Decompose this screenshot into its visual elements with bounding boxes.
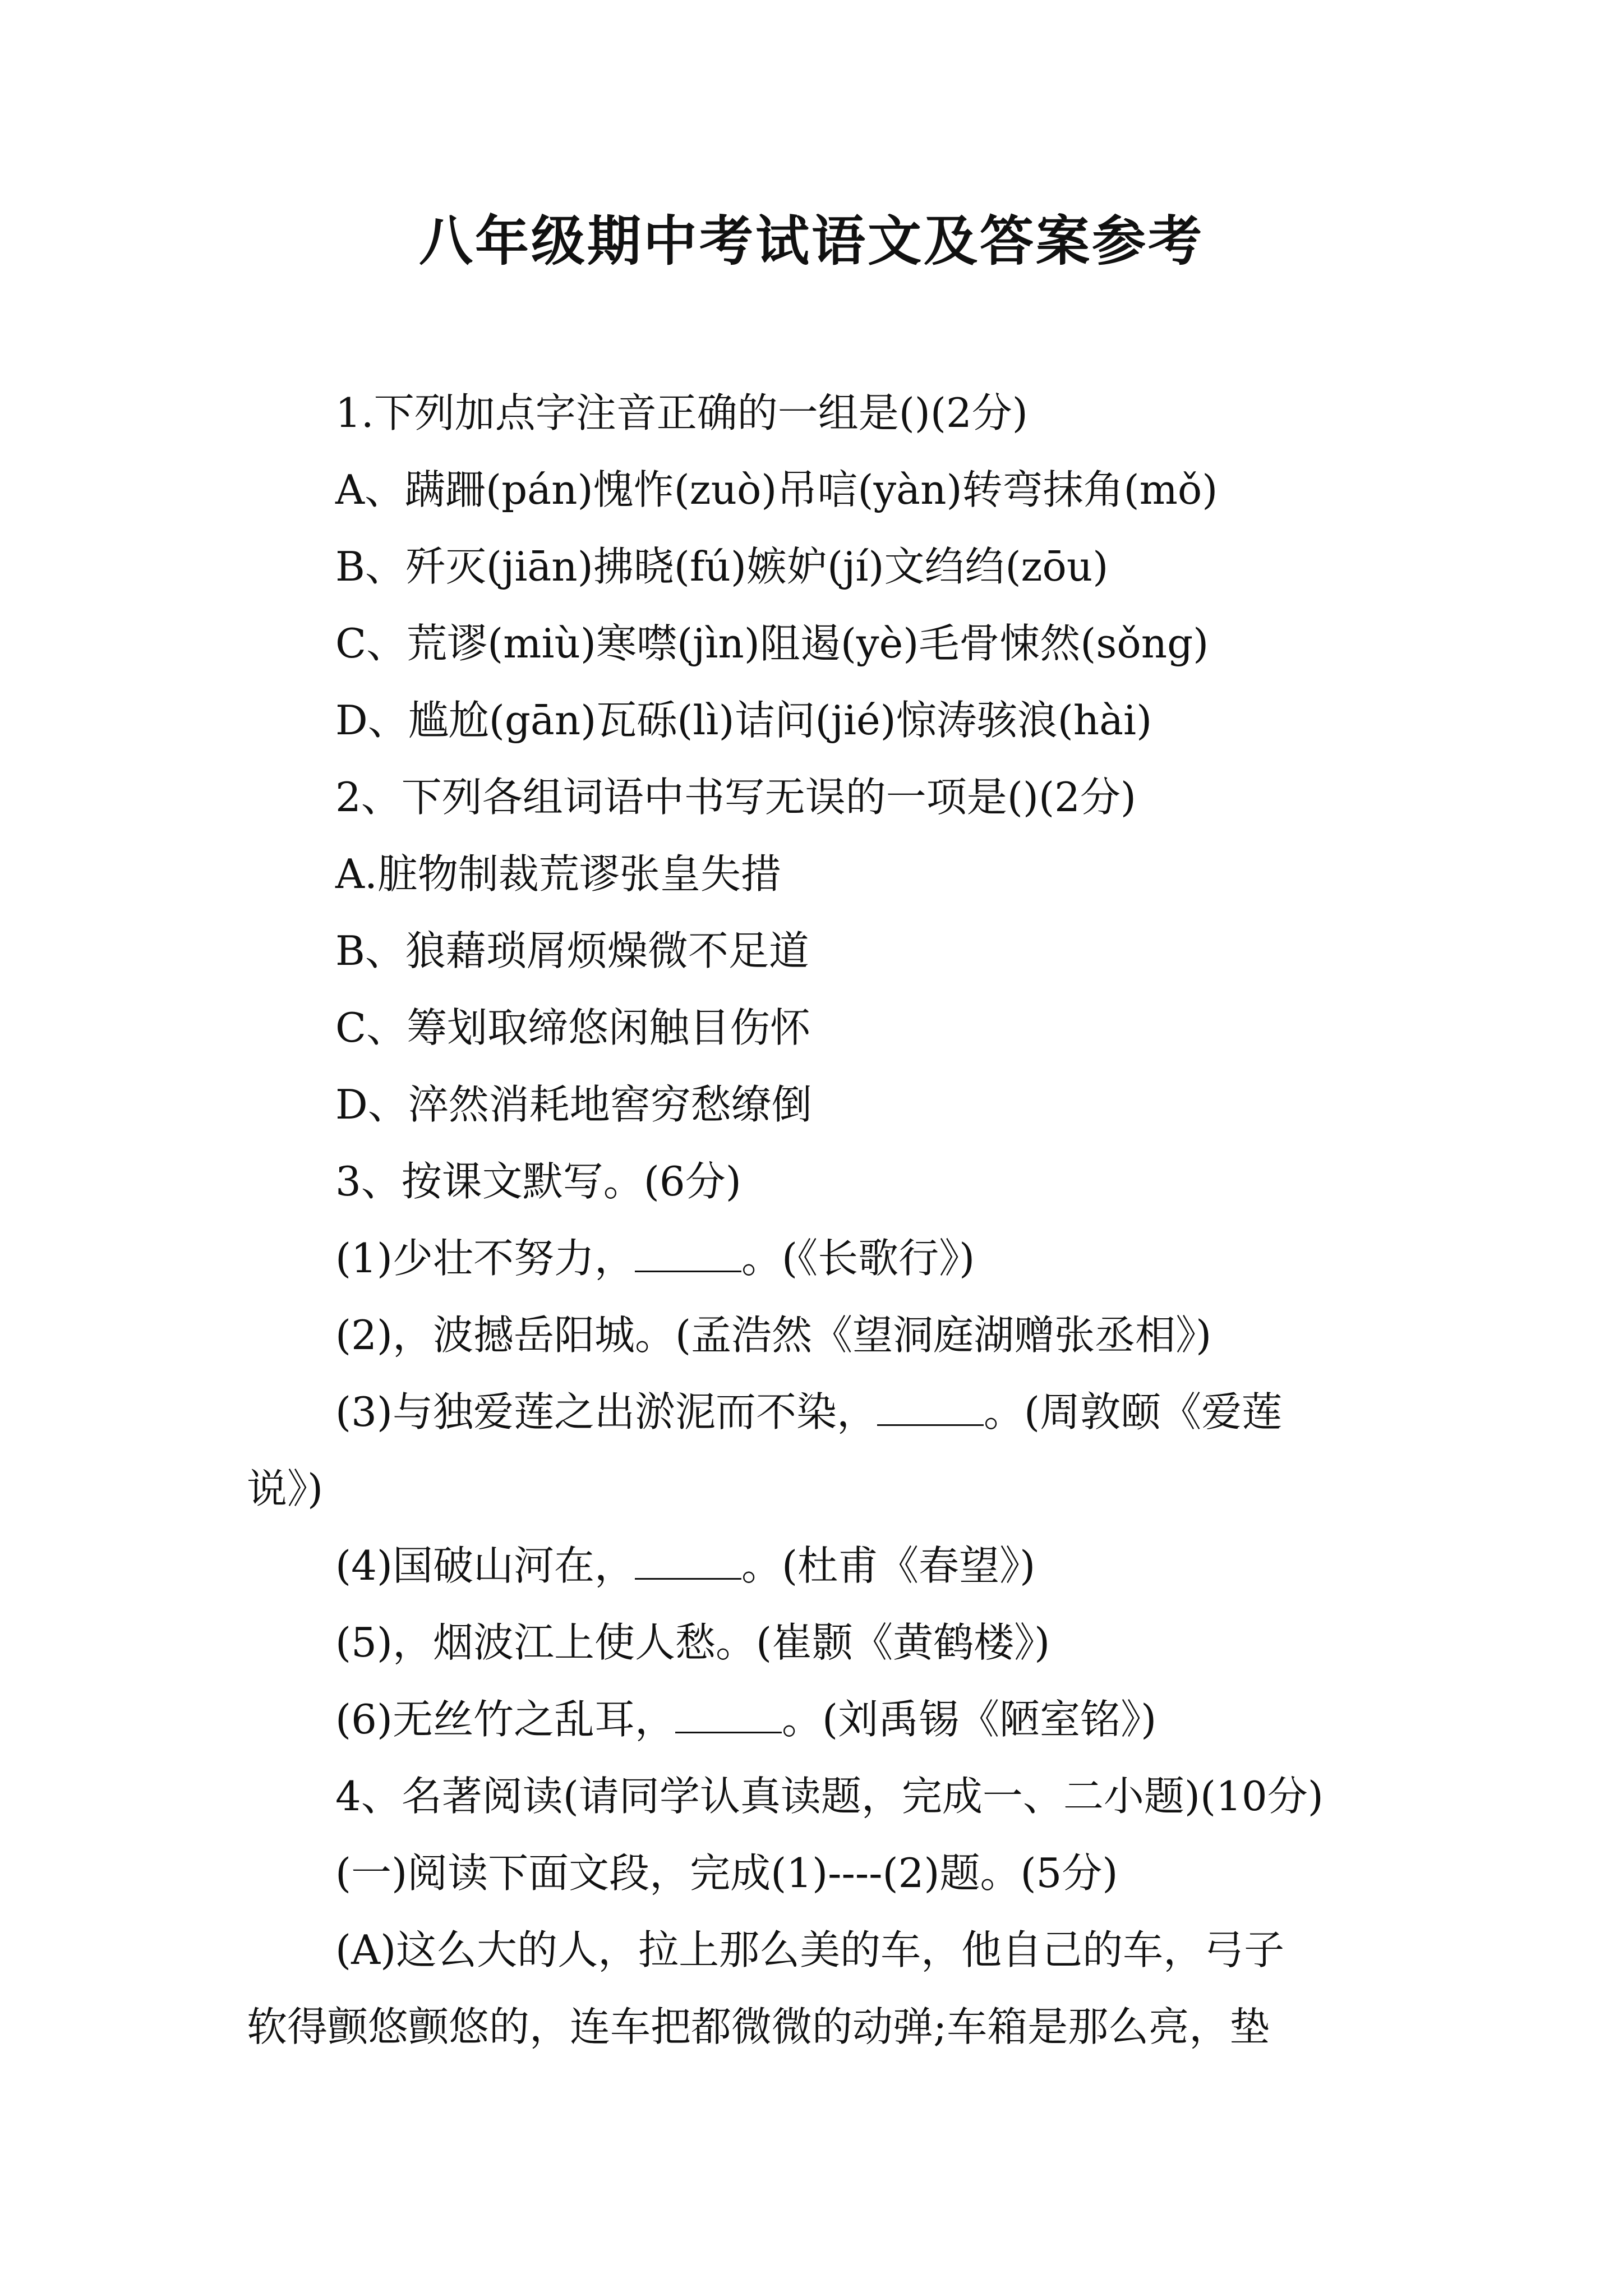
question-3-item-3-text: (3)与独爱莲之出淤泥而不染， bbox=[335, 1388, 877, 1435]
question-3-item-2: (2)，波撼岳阳城。(孟浩然《望洞庭湖赠张丞相》) bbox=[335, 1312, 1212, 1359]
question-4-part-1: (一)阅读下面文段，完成(1)----(2)题。(5分) bbox=[335, 1849, 1118, 1897]
question-2: 2、下列各组词语中书写无误的一项是()(2分) bbox=[335, 774, 1136, 821]
answer-blank bbox=[675, 1709, 782, 1733]
question-4: 4、名著阅读(请同学认真读题，完成一、二小题)(10分) bbox=[335, 1773, 1324, 1820]
question-3-item-3-source: 。(周敦颐《爱莲 bbox=[984, 1388, 1283, 1435]
question-3-item-6-text: (6)无丝竹之乱耳， bbox=[335, 1696, 675, 1743]
question-3-item-1 bbox=[247, 1220, 1391, 1297]
question-3: 3、按课文默写。(6分) bbox=[335, 1158, 741, 1205]
question-3-item-4-text: (4)国破山河在， bbox=[335, 1542, 635, 1589]
question-3-item-3 bbox=[247, 1374, 1391, 1451]
question-1-option-a: A、蹒跚(pán)愧怍(zuò)吊唁(yàn)转弯抹角(mǒ) bbox=[335, 466, 1218, 513]
question-3-item-5: (5)，烟波江上使人愁。(崔颢《黄鹤楼》) bbox=[335, 1619, 1050, 1666]
question-1-option-d: D、尴尬(gān)瓦砾(lì)诘问(jié)惊涛骇浪(hài) bbox=[335, 697, 1152, 744]
question-3-item-4 bbox=[247, 1527, 1391, 1604]
answer-blank bbox=[635, 1248, 741, 1272]
question-3-item-3-continuation: 说》) bbox=[247, 1465, 324, 1512]
question-2-option-c: C、筹划取缔悠闲触目伤怀 bbox=[335, 1004, 811, 1051]
question-3-item-6 bbox=[247, 1681, 1391, 1758]
document-body bbox=[247, 375, 1391, 2065]
passage-a-line-1: (A)这么大的人，拉上那么美的车，他自己的车，弓子 bbox=[335, 1926, 1285, 1973]
question-1-option-c: C、荒谬(miù)寒噤(jìn)阻遏(yè)毛骨悚然(sǒng) bbox=[335, 620, 1209, 667]
question-2-option-a: A.脏物制裁荒谬张皇失措 bbox=[335, 850, 781, 898]
answer-blank bbox=[635, 1556, 741, 1580]
answer-blank bbox=[877, 1402, 984, 1426]
question-3-item-6-source: 。(刘禹锡《陋室铭》) bbox=[782, 1696, 1157, 1743]
question-2-option-d: D、淬然消耗地窖穷愁缭倒 bbox=[335, 1081, 812, 1128]
question-3-item-1-source: 。(《长歌行》) bbox=[741, 1235, 975, 1282]
passage-a-line-2: 软得颤悠颤悠的，连车把都微微的动弹;车箱是那么亮，垫 bbox=[247, 2003, 1270, 2050]
question-1-option-b: B、歼灭(jiān)拂晓(fú)嫉妒(jí)文绉绉(zōu) bbox=[335, 543, 1109, 590]
question-3-item-1-text: (1)少壮不努力， bbox=[335, 1235, 635, 1282]
question-3-item-4-source: 。(杜甫《春望》) bbox=[741, 1542, 1036, 1589]
question-1: 1.下列加点字注音正确的一组是()(2分) bbox=[335, 389, 1028, 436]
page-title: 八年级期中考试语文及答案参考 bbox=[419, 210, 1204, 273]
question-2-option-b: B、狼藉琐屑烦燥微不足道 bbox=[335, 927, 809, 974]
